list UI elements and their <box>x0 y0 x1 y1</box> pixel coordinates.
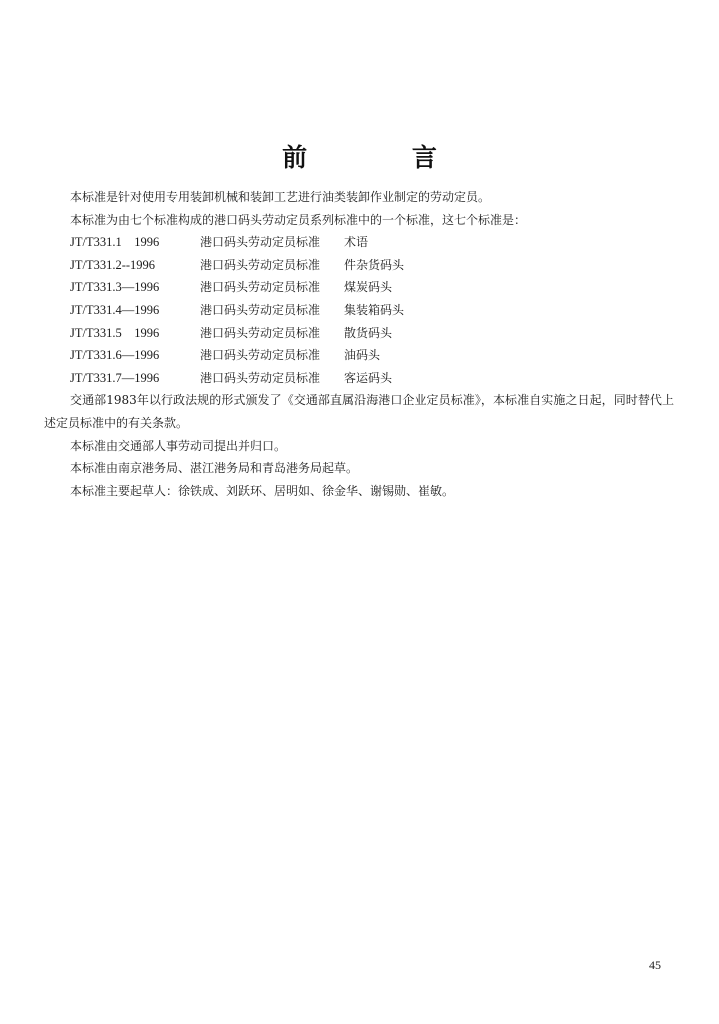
paragraph-replacement: 交通部1983年以行政法规的形式颁发了《交通部直属沿海港口企业定员标准》，本标准自实施之日起，同时替代上述定员标准中的有关条款。 <box>44 393 674 430</box>
standard-topic: 油码头 <box>344 348 381 363</box>
standard-row <box>70 276 674 299</box>
standard-code: JT/T331.1 1996 <box>70 235 160 250</box>
standard-code: JT/T331.6—1996 <box>70 348 160 363</box>
paragraph-series-intro: 本标准为由七个标准构成的港口码头劳动定员系列标准中的一个标准，这七个标准是： <box>70 212 527 227</box>
standard-name: 港口码头劳动定员标准 <box>200 370 321 385</box>
page-number: 45 <box>649 958 661 972</box>
standard-code: JT/T331.7—1996 <box>70 370 160 385</box>
standard-name: 港口码头劳动定员标准 <box>200 302 321 317</box>
standard-code: JT/T331.5 1996 <box>70 325 160 340</box>
standard-code: JT/T331.3—1996 <box>70 280 160 295</box>
standard-name: 港口码头劳动定员标准 <box>200 257 321 272</box>
standard-row <box>70 231 674 254</box>
standard-topic: 件杂货码头 <box>344 257 405 272</box>
standard-code: JT/T331.2--1996 <box>70 257 156 272</box>
standard-topic: 煤炭码头 <box>344 280 393 295</box>
standard-name: 港口码头劳动定员标准 <box>200 280 321 295</box>
paragraph-drafters: 本标准主要起草人：徐铁成、刘跃环、居明如、徐金华、谢锡勋、崔敏。 <box>70 483 455 498</box>
document-body <box>44 186 674 502</box>
paragraph-proposer: 本标准由交通部人事劳动司提出并归口。 <box>70 438 287 453</box>
standard-row <box>70 367 674 390</box>
paragraph-scope: 本标准是针对使用专用装卸机械和装卸工艺进行油类装卸作业制定的劳动定员。 <box>70 190 491 204</box>
standard-topic: 集装箱码头 <box>344 302 405 317</box>
paragraph-drafting-units: 本标准由南京港务局、湛江港务局和青岛港务局起草。 <box>70 461 359 476</box>
standard-row <box>70 322 674 345</box>
standard-name: 港口码头劳动定员标准 <box>200 348 321 363</box>
standard-name: 港口码头劳动定员标准 <box>200 325 321 340</box>
standard-code: JT/T331.4—1996 <box>70 302 160 317</box>
standards-list <box>44 231 674 389</box>
standard-row <box>70 344 674 367</box>
standard-row <box>70 299 674 322</box>
page-title: 前 言 <box>282 143 485 172</box>
standard-topic: 客运码头 <box>344 370 393 385</box>
standard-row <box>70 254 674 277</box>
standard-name: 港口码头劳动定员标准 <box>200 235 321 250</box>
standard-topic: 术语 <box>344 235 369 250</box>
standard-topic: 散货码头 <box>344 325 393 340</box>
